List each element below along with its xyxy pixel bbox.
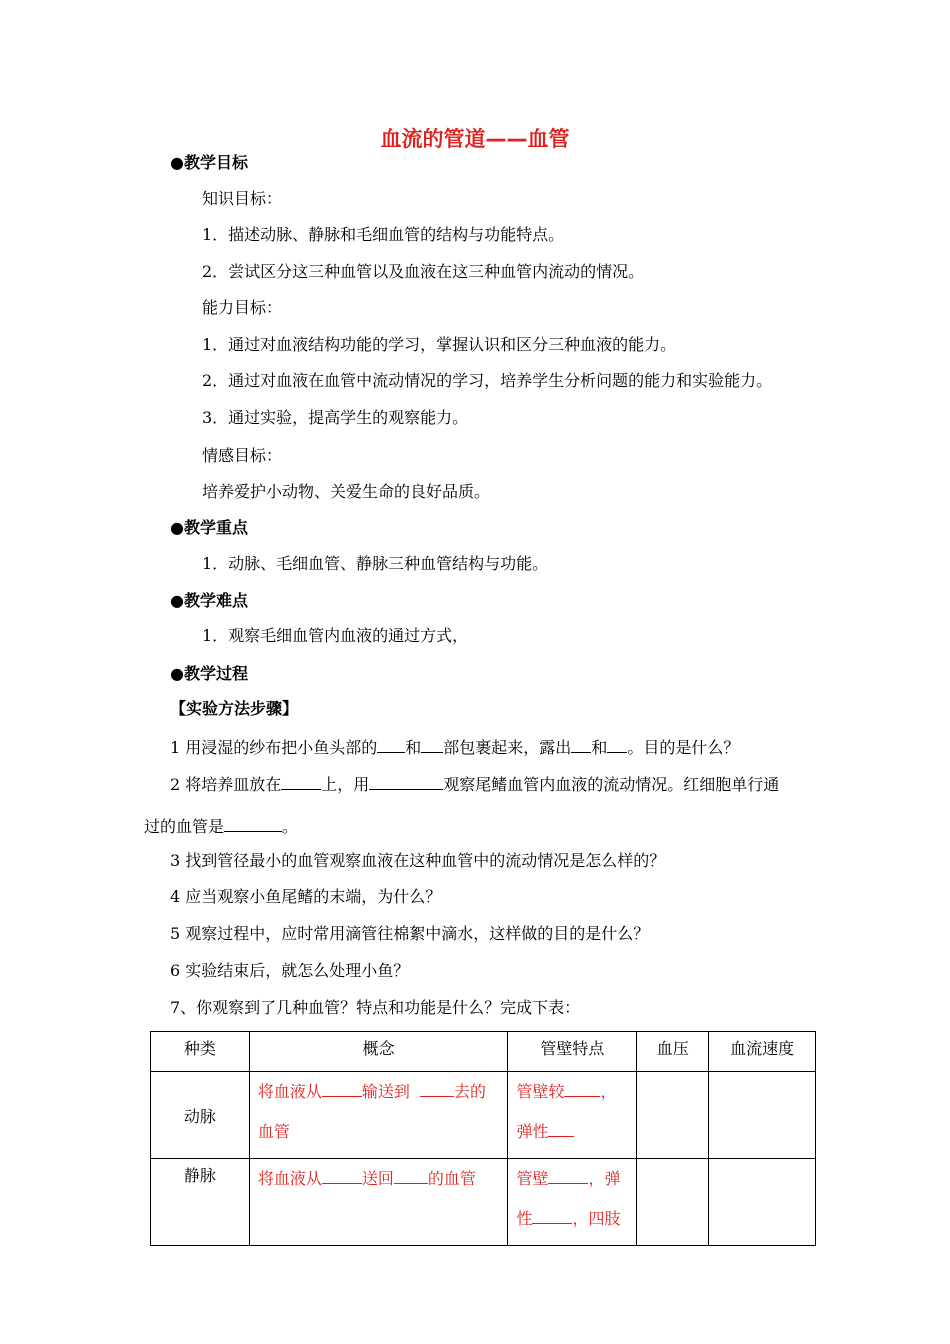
method-heading: 【实验方法步骤】 xyxy=(170,699,299,718)
artery-pressure-cell[interactable] xyxy=(637,1072,709,1159)
fill-blank[interactable] xyxy=(421,736,443,753)
step-2-text-b: 上，用 xyxy=(321,775,370,794)
ability-item: 3．通过实验，提高学生的观察能力。 xyxy=(202,408,469,427)
step-1-text-a: 1 用浸湿的纱布把小鱼头部的 xyxy=(170,738,378,757)
step-2-text-c: 观察尾鳍血管内血液的流动情况。红细胞单行通 xyxy=(443,775,780,794)
artery-concept-d: 血管 xyxy=(257,1122,290,1141)
artery-wall-a: 管壁较 xyxy=(516,1082,565,1101)
fill-blank[interactable] xyxy=(369,773,443,790)
emotion-objective-label: 情感目标： xyxy=(202,446,283,465)
header-cell-type: 种类 xyxy=(151,1032,250,1072)
fill-blank[interactable] xyxy=(571,736,591,753)
step-2-text-d: 过的血管是 xyxy=(144,817,225,836)
fill-blank[interactable] xyxy=(532,1207,572,1224)
vein-wall-cell xyxy=(508,1159,637,1246)
section-heading-key-points: ●教学重点 xyxy=(170,518,248,537)
step-2-text-e: 。 xyxy=(282,817,299,836)
header-cell-wall: 管壁特点 xyxy=(508,1032,637,1072)
header-cell-speed: 血流速度 xyxy=(709,1032,816,1072)
ability-item: 2．通过对血液在血管中流动情况的学习，培养学生分析问题的能力和实验能力。 xyxy=(202,371,773,390)
fill-blank[interactable] xyxy=(607,736,627,753)
vein-concept-cell xyxy=(249,1159,508,1246)
vein-wall-b: ，弹 xyxy=(588,1169,621,1188)
step-1-text-b: 和 xyxy=(405,738,422,757)
artery-concept-a: 将血液从 xyxy=(257,1082,322,1101)
vein-wall-d: ，四肢 xyxy=(572,1209,621,1228)
step-1-text-d: 和 xyxy=(591,738,608,757)
artery-wall-b: ， xyxy=(600,1082,617,1101)
step-1-text-c: 部包裹起来，露出 xyxy=(443,738,572,757)
step-7: 7、你观察到了几种血管？特点和功能是什么？完成下表： xyxy=(170,998,581,1017)
artery-concept-cell xyxy=(249,1072,508,1159)
vein-concept-b: 送回 xyxy=(361,1169,394,1188)
knowledge-item: 1．描述动脉、静脉和毛细血管的结构与功能特点。 xyxy=(202,225,565,244)
page-title: 血流的管道——血管 xyxy=(380,127,570,151)
vein-pressure-cell[interactable] xyxy=(637,1159,709,1246)
table-header-row xyxy=(151,1032,816,1072)
fill-blank[interactable] xyxy=(420,1080,454,1097)
section-heading-difficulties: ●教学难点 xyxy=(170,591,248,610)
fill-blank[interactable] xyxy=(377,736,405,753)
header-cell-pressure: 血压 xyxy=(637,1032,709,1072)
step-2-continued xyxy=(144,815,298,837)
fill-blank[interactable] xyxy=(224,815,282,832)
key-point-item: 1．动脉、毛细血管、静脉三种血管结构与功能。 xyxy=(202,554,549,573)
fill-blank[interactable] xyxy=(322,1167,362,1184)
section-heading-process: ●教学过程 xyxy=(170,664,248,683)
section-heading-objectives: ●教学目标 xyxy=(170,153,248,172)
artery-concept-c: 去的 xyxy=(454,1082,487,1101)
step-1 xyxy=(170,736,739,758)
step-3: 3 找到管径最小的血管观察血液在这种血管中的流动情况是怎么样的？ xyxy=(170,851,666,870)
vein-concept-a: 将血液从 xyxy=(257,1169,322,1188)
artery-wall-cell xyxy=(508,1072,637,1159)
vessel-comparison-table xyxy=(150,1031,816,1246)
knowledge-objective-label: 知识目标： xyxy=(202,189,283,208)
step-1-text-e: 。目的是什么？ xyxy=(627,738,740,757)
step-2-text-a: 2 将培养皿放在 xyxy=(170,775,282,794)
artery-concept-b: 输送到 xyxy=(361,1082,410,1101)
step-5: 5 观察过程中，应时常用滴管往棉絮中滴水，这样做的目的是什么？ xyxy=(170,924,650,943)
vein-wall-c: 性 xyxy=(516,1209,533,1228)
vein-concept-c: 的血管 xyxy=(427,1169,476,1188)
ability-objective-label: 能力目标： xyxy=(202,298,283,317)
vein-wall-a: 管壁 xyxy=(516,1169,549,1188)
fill-blank[interactable] xyxy=(322,1080,362,1097)
step-4: 4 应当观察小鱼尾鳍的末端，为什么？ xyxy=(170,887,442,906)
step-6: 6 实验结束后，就怎么处理小鱼？ xyxy=(170,961,410,980)
knowledge-item: 2．尝试区分这三种血管以及血液在这三种血管内流动的情况。 xyxy=(202,262,645,281)
artery-speed-cell[interactable] xyxy=(709,1072,816,1159)
header-cell-concept: 概念 xyxy=(249,1032,508,1072)
ability-item: 1．通过对血液结构功能的学习，掌握认识和区分三种血液的能力。 xyxy=(202,335,677,354)
row-name-vein: 静脉 xyxy=(151,1159,250,1246)
fill-blank[interactable] xyxy=(564,1080,600,1097)
fill-blank[interactable] xyxy=(281,773,321,790)
difficulty-item: 1．观察毛细血管内血液的通过方式， xyxy=(202,626,469,645)
step-2 xyxy=(170,773,779,795)
emotion-objective-text: 培养爱护小动物、关爱生命的良好品质。 xyxy=(202,482,491,501)
artery-wall-c: 弹性 xyxy=(516,1122,549,1141)
table-row xyxy=(151,1072,816,1159)
vein-speed-cell[interactable] xyxy=(709,1159,816,1246)
row-name-artery: 动脉 xyxy=(151,1072,250,1159)
fill-blank[interactable] xyxy=(394,1167,428,1184)
fill-blank[interactable] xyxy=(548,1167,588,1184)
fill-blank[interactable] xyxy=(548,1120,574,1137)
table-row xyxy=(151,1159,816,1246)
